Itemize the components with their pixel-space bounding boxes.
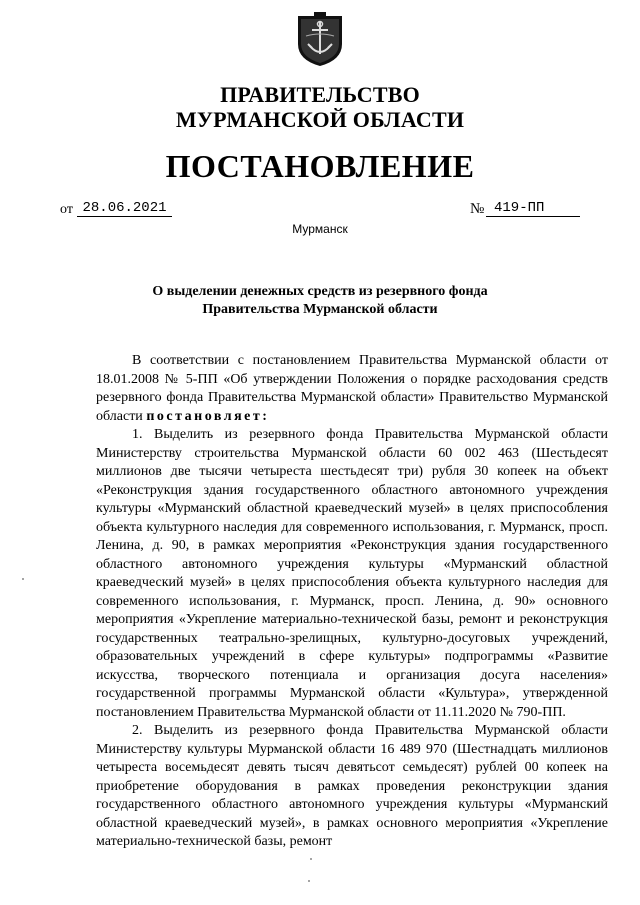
document-number: 419-ПП [486, 200, 580, 217]
org-name-line2: МУРМАНСКОЙ ОБЛАСТИ [175, 107, 465, 132]
paragraph-2: 2. Выделить из резервного фонда Правительства Мурманской области Министерству культуры Мурманской области 16 489 970 (Шестнадцать миллионов четыреста восемьдесят девять тысяч девятьсот семьдесят) рублей 00 копеек на приобретение оборудования в рамках проведения реконструкции здания государственного областного автономного учреждения культуры «Мурманский областной краеведческий музей», в рамках основного мероприятия «Укрепление материально-технической базы, ремонт [96, 723, 608, 849]
city: Мурманск [292, 222, 348, 236]
org-name-line1: ПРАВИТЕЛЬСТВО [220, 82, 420, 107]
document-body [96, 352, 608, 852]
date-prefix: от [60, 202, 73, 217]
intro-paragraph [96, 352, 608, 426]
resolves-word: постановляет: [146, 408, 270, 424]
number-sign: № [470, 201, 485, 217]
title-line1: О выделении денежных средств из резервного фонда [152, 284, 488, 299]
scan-speck [310, 858, 312, 860]
intro-text: В соответствии с постановлением Правительства Мурманской области от 18.01.2008 № 5-ПП «Об утверждении Положения о порядке расходования средств резервного фонда Правительства Мурманской области» Правительство Мурманской области [96, 353, 608, 424]
document-date: 28.06.2021 [77, 200, 172, 217]
coat-of-arms-icon [296, 10, 344, 68]
document-type: ПОСТАНОВЛЕНИЕ [165, 148, 475, 184]
paragraph-1: 1. Выделить из резервного фонда Правительства Мурманской области Министерству строительства Мурманской области 60 002 463 (Шестьдесят миллионов две тысячи четыреста шестьдесят три) рубля 30 копеек на объект «Реконструкция здания государственного областного автономного учреждения культуры «Мурманский областной краеведческий музей» в целях приспособления объекта культурного наследия для современного использования, г. Мурманск, просп. Ленина, д. 90, в рамках мероприятия «Реконструкция здания государственного областного автономного учреждения культуры «Мурманский областной краеведческий музей» в целях приспособления объекта культурного наследия для современного использования, г. Мурманск, просп. Ленина, д. 90» основного мероприятия «Укрепление материально-технической базы, ремонт и реконструкция государственных театрально-зрелищных, культурно-досуговых учреждений, образовательных учреждений в сфере культуры» подпрограммы «Развитие искусства, творческого потенциала и организация досуга населения» государственной программы Мурманской области «Культура», утвержденной постановлением Правительства Мурманской области от 11.11.2020 № 790-ПП. [96, 427, 608, 720]
document-title [100, 283, 540, 319]
title-line2: Правительства Мурманской области [202, 302, 438, 317]
scan-speck [22, 578, 24, 580]
scan-speck [308, 880, 310, 882]
